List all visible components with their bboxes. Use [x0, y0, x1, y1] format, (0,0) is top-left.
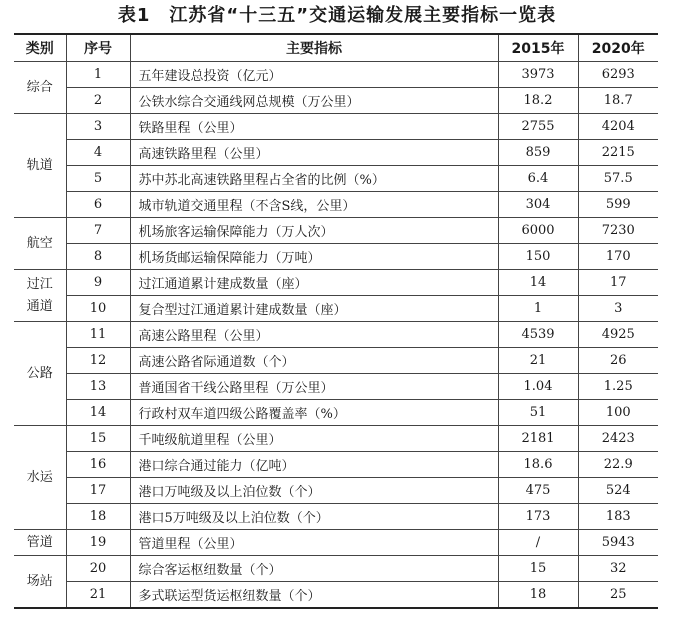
value-2020-cell: 17 [578, 270, 658, 296]
table-row [14, 348, 658, 374]
table-row [14, 556, 658, 582]
value-2020-cell: 524 [578, 478, 658, 504]
table-row [14, 452, 658, 478]
value-2015-cell: / [498, 530, 578, 556]
category-cell: 管道 [14, 530, 66, 556]
value-2015-cell: 6.4 [498, 166, 578, 192]
value-2020-cell: 1.25 [578, 374, 658, 400]
value-2015-cell: 21 [498, 348, 578, 374]
table-row [14, 218, 658, 244]
table-row [14, 478, 658, 504]
table-row [14, 322, 658, 348]
indicator-cell: 城市轨道交通里程（不含S线，公里） [130, 192, 498, 218]
value-2015-cell: 2181 [498, 426, 578, 452]
table-body [14, 62, 658, 609]
value-2020-cell: 170 [578, 244, 658, 270]
indicator-cell: 多式联运型货运枢纽数量（个） [130, 582, 498, 609]
table-row [14, 426, 658, 452]
value-2015-cell: 18.6 [498, 452, 578, 478]
value-2020-cell: 7230 [578, 218, 658, 244]
header-2015: 2015年 [498, 34, 578, 62]
value-2020-cell: 183 [578, 504, 658, 530]
category-cell: 水运 [14, 426, 66, 530]
row-number-cell: 10 [66, 296, 130, 322]
value-2015-cell: 51 [498, 400, 578, 426]
row-number-cell: 11 [66, 322, 130, 348]
indicator-cell: 港口万吨级及以上泊位数（个） [130, 478, 498, 504]
value-2020-cell: 32 [578, 556, 658, 582]
row-number-cell: 12 [66, 348, 130, 374]
category-cell: 公路 [14, 322, 66, 426]
value-2015-cell: 1.04 [498, 374, 578, 400]
row-number-cell: 9 [66, 270, 130, 296]
value-2015-cell: 150 [498, 244, 578, 270]
indicator-cell: 复合型过江通道累计建成数量（座） [130, 296, 498, 322]
value-2020-cell: 18.7 [578, 88, 658, 114]
indicator-cell: 行政村双车道四级公路覆盖率（%） [130, 400, 498, 426]
row-number-cell: 8 [66, 244, 130, 270]
value-2015-cell: 18 [498, 582, 578, 609]
row-number-cell: 4 [66, 140, 130, 166]
header-category: 类别 [14, 34, 66, 62]
table-row [14, 244, 658, 270]
category-cell: 轨道 [14, 114, 66, 218]
value-2020-cell: 6293 [578, 62, 658, 88]
value-2020-cell: 4925 [578, 322, 658, 348]
table-header-row [14, 34, 658, 62]
indicator-table [14, 33, 658, 609]
indicator-cell: 过江通道累计建成数量（座） [130, 270, 498, 296]
table-row [14, 296, 658, 322]
value-2015-cell: 4539 [498, 322, 578, 348]
value-2020-cell: 57.5 [578, 166, 658, 192]
category-line: 通道 [26, 298, 53, 314]
row-number-cell: 13 [66, 374, 130, 400]
row-number-cell: 21 [66, 582, 130, 609]
row-number-cell: 17 [66, 478, 130, 504]
value-2015-cell: 475 [498, 478, 578, 504]
row-number-cell: 3 [66, 114, 130, 140]
indicator-cell: 高速公路省际通道数（个） [130, 348, 498, 374]
indicator-cell: 港口综合通过能力（亿吨） [130, 452, 498, 478]
row-number-cell: 19 [66, 530, 130, 556]
indicator-cell: 管道里程（公里） [130, 530, 498, 556]
category-cell: 场站 [14, 556, 66, 609]
table-row [14, 504, 658, 530]
row-number-cell: 2 [66, 88, 130, 114]
row-number-cell: 15 [66, 426, 130, 452]
table-row [14, 192, 658, 218]
value-2015-cell: 18.2 [498, 88, 578, 114]
value-2015-cell: 1 [498, 296, 578, 322]
value-2020-cell: 3 [578, 296, 658, 322]
value-2015-cell: 304 [498, 192, 578, 218]
indicator-cell: 高速铁路里程（公里） [130, 140, 498, 166]
value-2020-cell: 2215 [578, 140, 658, 166]
value-2020-cell: 26 [578, 348, 658, 374]
value-2020-cell: 22.9 [578, 452, 658, 478]
row-number-cell: 7 [66, 218, 130, 244]
value-2020-cell: 25 [578, 582, 658, 609]
table-row [14, 166, 658, 192]
table-row [14, 530, 658, 556]
table-row [14, 62, 658, 88]
value-2015-cell: 6000 [498, 218, 578, 244]
value-2020-cell: 4204 [578, 114, 658, 140]
table-row [14, 374, 658, 400]
indicator-cell: 普通国省干线公路里程（万公里） [130, 374, 498, 400]
indicator-cell: 港口5万吨级及以上泊位数（个） [130, 504, 498, 530]
row-number-cell: 5 [66, 166, 130, 192]
table-row [14, 400, 658, 426]
indicator-cell: 机场旅客运输保障能力（万人次） [130, 218, 498, 244]
value-2020-cell: 599 [578, 192, 658, 218]
category-line: 过江 [26, 276, 53, 292]
category-cell: 综合 [14, 62, 66, 114]
row-number-cell: 20 [66, 556, 130, 582]
value-2015-cell: 173 [498, 504, 578, 530]
indicator-cell: 机场货邮运输保障能力（万吨） [130, 244, 498, 270]
value-2020-cell: 100 [578, 400, 658, 426]
indicator-cell: 公铁水综合交通线网总规模（万公里） [130, 88, 498, 114]
value-2015-cell: 15 [498, 556, 578, 582]
indicator-cell: 五年建设总投资（亿元） [130, 62, 498, 88]
row-number-cell: 6 [66, 192, 130, 218]
indicator-cell: 千吨级航道里程（公里） [130, 426, 498, 452]
row-number-cell: 18 [66, 504, 130, 530]
row-number-cell: 1 [66, 62, 130, 88]
value-2015-cell: 2755 [498, 114, 578, 140]
indicator-cell: 高速公路里程（公里） [130, 322, 498, 348]
indicator-cell: 苏中苏北高速铁路里程占全省的比例（%） [130, 166, 498, 192]
value-2015-cell: 14 [498, 270, 578, 296]
table-row [14, 114, 658, 140]
value-2015-cell: 859 [498, 140, 578, 166]
value-2020-cell: 2423 [578, 426, 658, 452]
header-indicator: 主要指标 [130, 34, 498, 62]
value-2020-cell: 5943 [578, 530, 658, 556]
table-row [14, 88, 658, 114]
table-title: 表1 江苏省“十三五”交通运输发展主要指标一览表 [117, 5, 557, 26]
header-number: 序号 [66, 34, 130, 62]
table-row [14, 582, 658, 609]
header-2020: 2020年 [578, 34, 658, 62]
table-row [14, 140, 658, 166]
row-number-cell: 16 [66, 452, 130, 478]
table-row [14, 270, 658, 296]
value-2015-cell: 3973 [498, 62, 578, 88]
category-cell: 航空 [14, 218, 66, 270]
indicator-cell: 铁路里程（公里） [130, 114, 498, 140]
category-cell [14, 270, 66, 322]
row-number-cell: 14 [66, 400, 130, 426]
indicator-cell: 综合客运枢纽数量（个） [130, 556, 498, 582]
